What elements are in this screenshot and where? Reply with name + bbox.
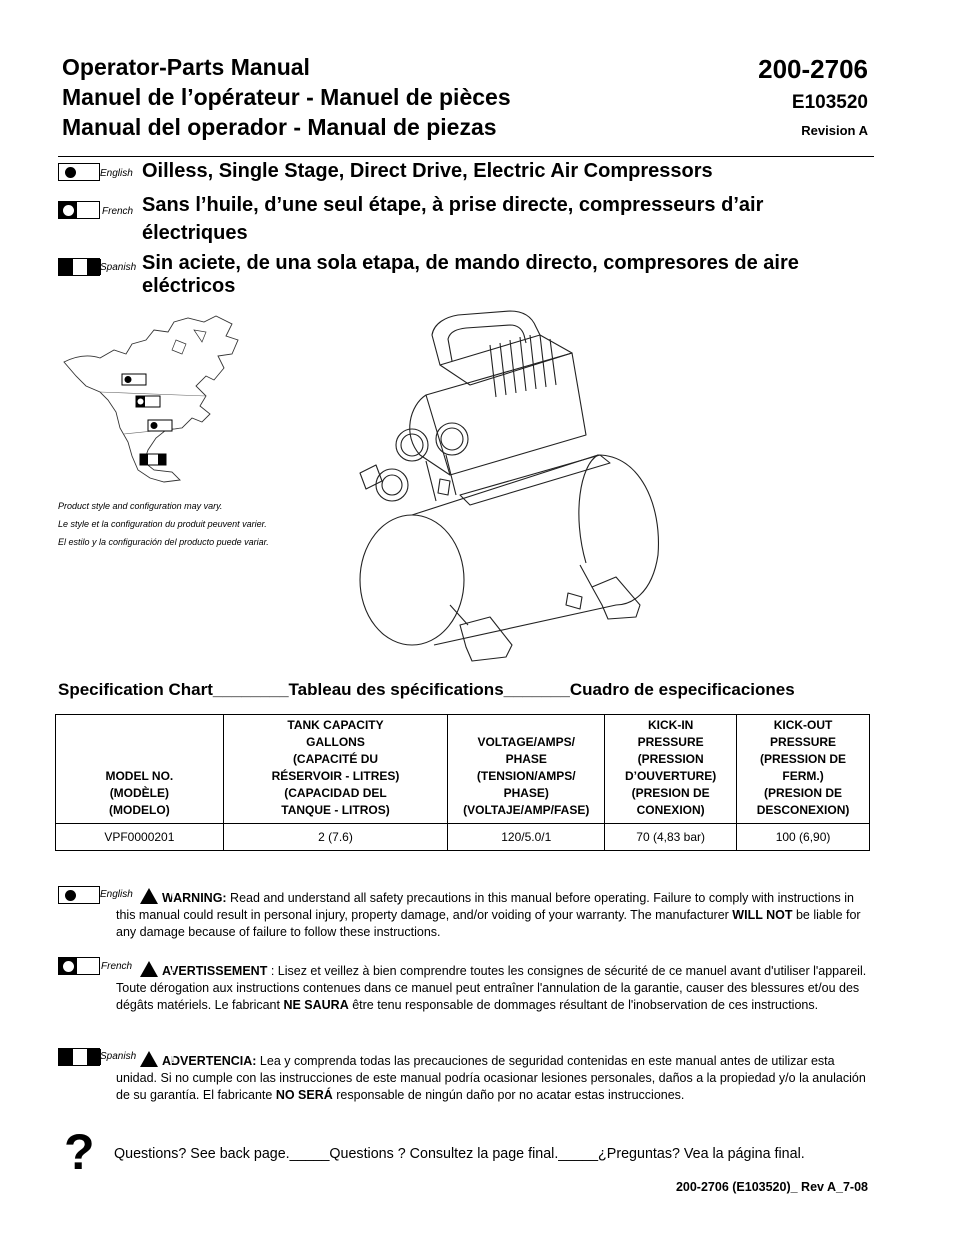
header-line: (VOLTAJE/AMP/FASE)	[463, 803, 590, 817]
header-line: GALLONS	[306, 735, 365, 749]
document-number: 200-2706	[758, 54, 868, 84]
footer-revision: 200-2706 (E103520)_ Rev A_7-08	[675, 1180, 868, 1194]
warning-triangle-icon	[140, 1051, 158, 1067]
header-line: FERM.)	[782, 769, 824, 783]
spec-chart-heading: Specification Chart________Tableau des spécifications_______Cuadro de especificaciones	[58, 680, 795, 699]
warning-french	[116, 961, 872, 1013]
spanish-flag-icon	[58, 1048, 100, 1066]
header-line: RÉSERVOIR - LITRES)	[271, 769, 400, 783]
french-label: French	[101, 961, 133, 972]
warning-triangle-icon	[140, 888, 158, 904]
cell-kick-in: 70 (4,83 bar)	[605, 824, 737, 851]
header-kick-out	[737, 715, 870, 824]
header-line: TANK CAPACITY	[287, 718, 384, 732]
spec-header-row	[56, 715, 870, 824]
header-line: (CAPACITÉ DU	[292, 752, 379, 766]
product-spanish-line1: Sin aciete, de una sola etapa, de mando directo, compresores de aire	[142, 252, 799, 274]
note-english: Product style and configuration may vary.	[58, 501, 223, 511]
warning-emphasis: NO SERÁ	[275, 1087, 333, 1102]
north-america-map-icon	[56, 310, 250, 490]
manual-title-spanish: Manual del operador - Manual de piezas	[62, 114, 497, 140]
cell-tank-capacity: 2 (7.6)	[223, 824, 448, 851]
manual-title-english: Operator-Parts Manual	[62, 54, 310, 80]
english-flag-icon	[58, 886, 100, 904]
french-flag-icon	[58, 957, 100, 975]
header-voltage	[448, 715, 605, 824]
header-line: (PRESION DE	[764, 786, 843, 800]
warning-label: WARNING:	[162, 891, 227, 905]
header-line: PHASE)	[503, 786, 549, 800]
english-flag-icon	[58, 163, 100, 181]
header-line: MODEL NO.	[105, 769, 174, 783]
warning-label: ADVERTENCIA:	[162, 1054, 257, 1068]
question-mark-icon: ?	[64, 1124, 95, 1180]
header-line: KICK-IN	[647, 718, 694, 732]
warning-text: Lea y comprenda todas las precauciones de seguridad contenidas en este manual antes de utilizar esta unidad. Si no cumple con las instrucciones de este manual podría ocasionar lesiones personales, daños a la propiedad y/o la anulación de su garantía. El fabricante	[116, 1054, 866, 1102]
revision: Revision A	[801, 123, 868, 138]
warning-text: responsable de ningún daño por no acatar estas instrucciones.	[332, 1087, 685, 1102]
spanish-flag-icon	[58, 258, 100, 276]
header-tank-capacity	[223, 715, 448, 824]
header-line: (TENSION/AMPS/	[476, 769, 576, 783]
warning-text: Read and understand all safety precautions in this manual before operating. Failure to comply with instructions in this manual could result in personal injury, property damage, and/or voiding of your warranty. The manufacturer	[116, 891, 855, 922]
note-spanish: El estilo y la configuración del producto puede variar.	[58, 537, 269, 547]
warning-english	[116, 888, 872, 940]
english-label: English	[100, 168, 133, 179]
header-line: (MODÈLE)	[109, 786, 170, 800]
header-line: (PRESSION	[637, 752, 704, 766]
manual-title-french: Manuel de l’opérateur - Manuel de pièces	[62, 84, 511, 110]
english-label: English	[100, 889, 133, 900]
header-line: (PRESION DE	[631, 786, 710, 800]
document-code: E103520	[791, 92, 868, 113]
warning-text: : Lisez et veillez à bien comprendre toutes les consignes de sécurité de ce manuel avant d'utiliser l'appareil. Toute dérogation aux instructions contenues dans ce manuel peut entraîner l'annulation de la garantie, causer des blessures et/ou des dégâts matériels. Le fabricant	[116, 964, 867, 1012]
header-line: PRESSURE	[637, 735, 704, 749]
cell-model: VPF0000201	[56, 824, 224, 851]
warning-emphasis: WILL NOT	[732, 907, 793, 922]
warning-spanish	[116, 1051, 872, 1103]
header-kick-in	[605, 715, 737, 824]
french-flag-icon	[58, 201, 100, 219]
warning-emphasis: NE SAURA	[283, 997, 349, 1012]
product-spanish-line2: eléctricos	[142, 275, 236, 297]
cell-kick-out: 100 (6,90)	[737, 824, 870, 851]
header-line: PRESSURE	[770, 735, 837, 749]
header-line: CONEXION)	[636, 803, 705, 817]
product-french-line1: Sans l’huile, d’une seul étape, à prise directe, compresseurs d’air	[142, 194, 764, 216]
warning-text: être tenu responsable de dommages résultant de l'inobservation de ces instructions.	[348, 997, 819, 1012]
cell-voltage: 120/5.0/1	[448, 824, 605, 851]
spanish-label: Spanish	[100, 1051, 137, 1062]
product-french-line2: électriques	[142, 222, 248, 244]
header-line: VOLTAGE/AMPS/	[477, 735, 576, 749]
header-line: (MODELO)	[109, 803, 170, 817]
header-line: DESCONEXION)	[756, 803, 850, 817]
header-line: (CAPACIDAD DEL	[284, 786, 387, 800]
note-french: Le style et la configuration du produit peuvent varier.	[58, 519, 267, 529]
spanish-label: Spanish	[100, 262, 137, 273]
product-english: Oilless, Single Stage, Direct Drive, Electric Air Compressors	[142, 160, 713, 182]
table-row	[56, 824, 870, 851]
air-compressor-illustration	[340, 305, 670, 675]
warning-text: be liable for any damage because of failure to follow these instructions.	[116, 907, 861, 939]
header-line: D’OUVERTURE)	[624, 769, 717, 783]
french-label: French	[102, 206, 134, 217]
warning-label: AVERTISSEMENT	[162, 964, 268, 978]
header-rule	[58, 156, 874, 157]
header-model	[56, 715, 224, 824]
warning-triangle-icon	[140, 961, 158, 977]
questions-line: Questions? See back page._____Questions ? Consultez la page final._____¿Preguntas? Vea la página final.	[114, 1146, 805, 1162]
header-line: KICK-OUT	[773, 718, 833, 732]
spec-table	[55, 714, 870, 851]
header-line: (PRESSION DE	[760, 752, 847, 766]
header-line: TANQUE - LITROS)	[281, 803, 390, 817]
header-line: PHASE	[505, 752, 547, 766]
